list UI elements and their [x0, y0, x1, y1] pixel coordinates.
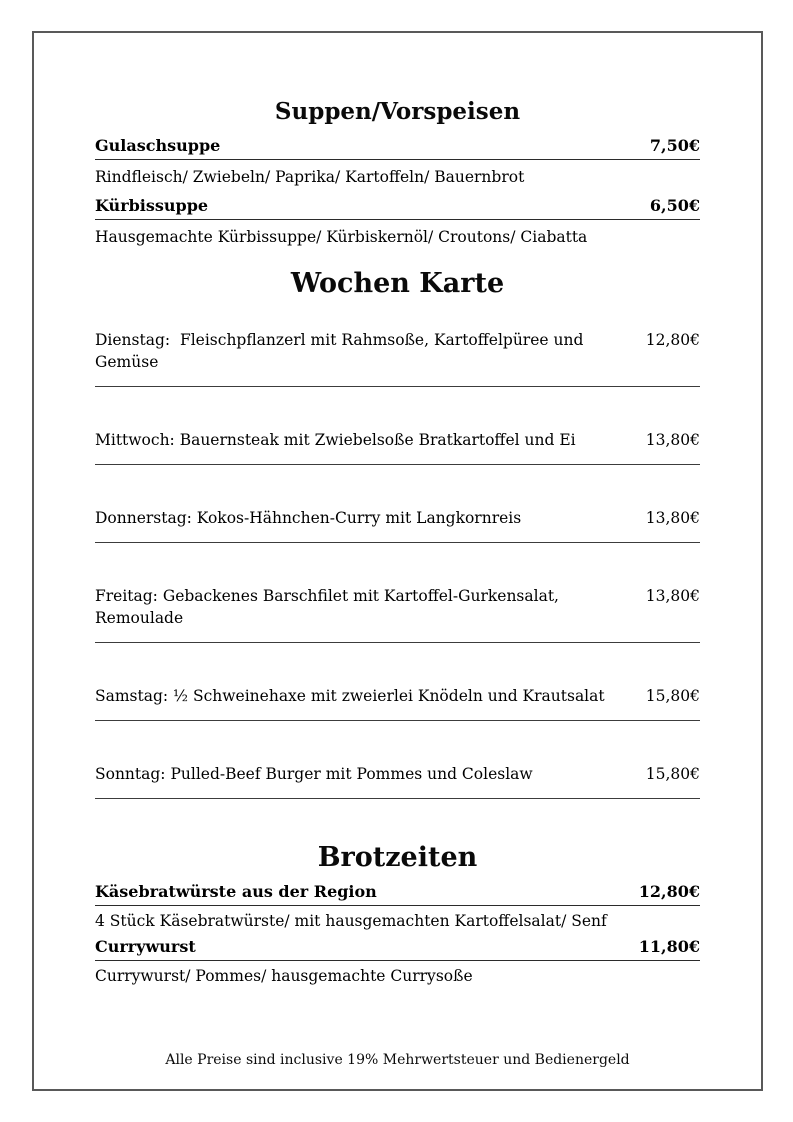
day-price: 15,80€ [645, 765, 700, 783]
section-suppen-vorspeisen [95, 136, 700, 247]
day-row [95, 507, 700, 529]
menu-page [32, 31, 763, 1091]
day-row [95, 329, 700, 373]
item-price: 6,50€ [649, 196, 700, 215]
item-header [95, 196, 700, 220]
divider [95, 386, 700, 387]
divider [95, 542, 700, 543]
item-price: 12,80€ [638, 882, 700, 901]
divider [95, 642, 700, 643]
item-description: Currywurst/ Pommes/ hausgemachte Currysoße [95, 967, 473, 985]
day-price: 15,80€ [645, 687, 700, 705]
day-row [95, 585, 700, 629]
item-name: Gulaschsuppe [95, 136, 221, 155]
item-description: 4 Stück Käsebratwürste/ mit hausgemachten Kartoffelsalat/ Senf [95, 912, 607, 930]
item-description: Rindfleisch/ Zwiebeln/ Paprika/ Kartoffeln/ Bauernbrot [95, 168, 525, 186]
item-name: Käsebratwürste aus der Region [95, 882, 377, 901]
divider [95, 720, 700, 721]
item-name: Currywurst [95, 937, 196, 956]
day-price: 12,80€ [645, 331, 700, 349]
section-wochen-karte [95, 329, 700, 799]
divider [95, 464, 700, 465]
week-entry-mittwoch [95, 429, 700, 465]
day-label: Donnerstag: Kokos-Hähnchen-Curry mit Langkornreis [95, 509, 522, 527]
menu-item-kaesebratwuerste [95, 882, 700, 931]
item-header [95, 937, 700, 961]
item-header [95, 136, 700, 160]
day-label: Dienstag: Fleischpflanzerl mit Rahmsoße, Kartoffelpüree und Gemüse [95, 331, 589, 371]
item-header [95, 882, 700, 906]
day-label: Samstag: ½ Schweinehaxe mit zweierlei Knödeln und Krautsalat [95, 687, 605, 705]
day-label: Mittwoch: Bauernsteak mit Zwiebelsoße Bratkartoffel und Ei [95, 431, 576, 449]
item-price: 11,80€ [638, 937, 700, 956]
item-name: Kürbissuppe [95, 196, 209, 215]
week-entry-donnerstag [95, 507, 700, 543]
day-price: 13,80€ [645, 509, 700, 527]
section-brotzeiten [95, 882, 700, 986]
item-price: 7,50€ [649, 136, 700, 155]
day-row [95, 763, 700, 785]
menu-item-kuerbissuppe [95, 196, 700, 247]
section-title-brotzeiten: Brotzeiten [317, 842, 478, 873]
week-entry-dienstag [95, 329, 700, 387]
day-price: 13,80€ [645, 431, 700, 449]
menu-item-gulaschsuppe [95, 136, 700, 187]
week-entry-samstag [95, 685, 700, 721]
week-entry-freitag [95, 585, 700, 643]
section-title-suppen-vorspeisen: Suppen/Vorspeisen [274, 98, 521, 125]
footer-note: Alle Preise sind inclusive 19% Mehrwertsteuer und Bedienergeld [165, 1052, 630, 1068]
divider [95, 798, 700, 799]
item-description: Hausgemachte Kürbissuppe/ Kürbiskernöl/ Croutons/ Ciabatta [95, 228, 588, 246]
section-title-wochen-karte: Wochen Karte [290, 268, 505, 299]
week-entry-sonntag [95, 763, 700, 799]
day-row [95, 429, 700, 451]
menu-item-currywurst [95, 937, 700, 986]
day-row [95, 685, 700, 707]
day-price: 13,80€ [645, 587, 700, 605]
day-label: Sonntag: Pulled-Beef Burger mit Pommes und Coleslaw [95, 765, 533, 783]
day-label: Freitag: Gebackenes Barschfilet mit Kartoffel-Gurkensalat, Remoulade [95, 587, 564, 627]
